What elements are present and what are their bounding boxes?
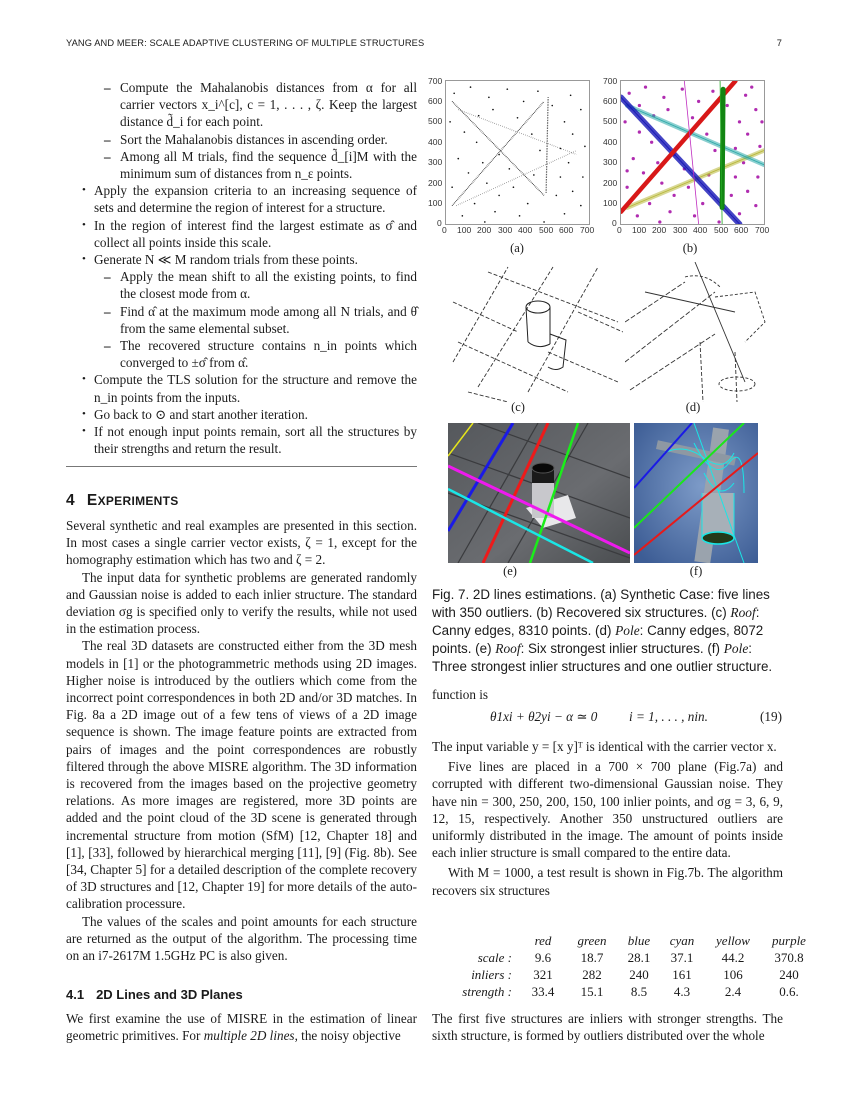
algorithm-steps xyxy=(66,79,417,457)
x-tick: 300 xyxy=(498,225,513,235)
equation-19 xyxy=(432,709,784,727)
caption-italic: Roof xyxy=(495,641,521,656)
y-tick: 100 xyxy=(428,198,443,208)
page-number: 7 xyxy=(776,38,782,48)
pole-structures-image xyxy=(634,423,758,563)
row-label: inliers : xyxy=(471,966,512,982)
section-heading xyxy=(66,492,179,510)
section-title-rest: XPERIMENTS xyxy=(97,494,179,508)
row-label: strength : xyxy=(462,983,512,999)
list-item: – Sort the Mahalanobis distances in ascending order. xyxy=(120,131,417,148)
list-item: • If not enough input points remain, sort all the structures by their strengths and return the result. xyxy=(94,423,417,457)
cell: 37.1 xyxy=(670,949,694,965)
list-item: – The recovered structure contains n_in points which converged to ±σ̂ from α̂. xyxy=(120,337,417,371)
roof-canny-edges-image xyxy=(448,262,623,402)
figure-panel-e xyxy=(448,423,633,583)
right-closing-text xyxy=(432,1010,783,1044)
equation-lhs: θ1xi + θ2yi − α ≃ 0 xyxy=(490,709,598,724)
section-title-initial: E xyxy=(86,492,98,509)
column-header: red xyxy=(534,932,552,948)
cell: 240 xyxy=(779,966,799,982)
x-tick: 600 xyxy=(559,225,574,235)
y-tick: 400 xyxy=(428,137,443,147)
list-item: – Among all M trials, find the sequence d̃_[i]M with the minimum sum of distances from n_ε points. xyxy=(120,148,417,182)
list-item: – Compute the Mahalanobis distances from α for all carrier vectors x_i^[c], c = 1, . . . , ζ. Keep the largest distance d̃_i for each point. xyxy=(120,79,417,131)
column-header: green xyxy=(577,932,607,948)
y-tick: 0 xyxy=(612,218,617,228)
x-tick: 200 xyxy=(652,225,667,235)
list-item: – Find α̂ at the maximum mode among all N trials, and θ̂ from the same elemental subset. xyxy=(120,303,417,337)
list-item: • In the region of interest find the largest estimate as σ̂ and collect all points inside this scale. xyxy=(94,217,417,251)
cell: 321 xyxy=(533,966,553,982)
subsection-title: 2D Lines and 3D Planes xyxy=(96,987,243,1002)
cell: 15.1 xyxy=(580,983,604,999)
y-tick: 200 xyxy=(603,178,618,188)
text-run: , the noisy objective xyxy=(294,1028,401,1044)
cell: 9.6 xyxy=(534,949,552,965)
x-tick: 400 xyxy=(693,225,708,235)
x-tick: 100 xyxy=(632,225,647,235)
y-tick: 300 xyxy=(603,157,618,167)
subfigure-label-c: (c) xyxy=(511,400,525,414)
x-tick: 100 xyxy=(457,225,472,235)
x-tick: 700 xyxy=(755,225,770,235)
cell: 4.3 xyxy=(673,983,691,999)
list-item: • Compute the TLS solution for the structure and remove the n_in points from the inputs. xyxy=(94,371,417,405)
paragraph: The real 3D datasets are constructed either from the 3D mesh models in [1] or the photogrammetric methods using 2D images. Higher noise is introduced by the outliers which come from the incorrect point correspondences in both 2D and/or 3D matches. In Fig. 8a a 2D image out of a few tens of views of a 2D image sequence is shown. The image feature points are extracted from pairs of images and the point correspondences are robustly filtered through the above MISRE algorithm. The 3D information is recovered from the images based on the projective geometry relations. As more images are registered, more 3D points are added and the point cloud of the 3D scene is generated through incremental structure from motion (SfM) [12, Chapter 18] and [1], [33], followed by hierarchical merging [11], [9] (Fig. 8b). See [34, Chapter 5] for a detailed description of the complete recovery of 3D structures and [12, Chapter 19] for more details of the auto-calibration processure. xyxy=(66,638,417,912)
x-tick: 700 xyxy=(580,225,595,235)
y-tick: 100 xyxy=(603,198,618,208)
paragraph: With M = 1000, a test result is shown in Fig.7b. The algorithm recovers six structures xyxy=(432,865,783,898)
x-tick: 300 xyxy=(673,225,688,235)
cell: 44.2 xyxy=(721,949,745,965)
caption-italic: Roof xyxy=(730,605,756,620)
figure-caption xyxy=(432,586,784,676)
caption-text: : Canny edges, 8072 points. (e) xyxy=(432,623,764,656)
caption-text: : Canny edges, 8310 points. (d) xyxy=(432,605,760,638)
table-header-row xyxy=(438,932,816,949)
scatter-a-canvas xyxy=(446,81,589,224)
dash-list-1 xyxy=(66,79,417,182)
paragraph: function is xyxy=(432,687,489,702)
running-title: YANG AND MEER: SCALE ADAPTIVE CLUSTERING OF MULTIPLE STRUCTURES xyxy=(66,38,425,48)
cell: 240 xyxy=(629,966,649,982)
subsection-heading xyxy=(66,987,243,1002)
column-header: purple xyxy=(772,932,806,948)
cell: 161 xyxy=(672,966,692,982)
algorithm-end-rule xyxy=(66,466,417,467)
y-tick: 0 xyxy=(437,218,442,228)
cell: 28.1 xyxy=(627,949,651,965)
cell: 106 xyxy=(723,966,743,982)
caption-text: : Three strongest inlier structures and one outlier structure. xyxy=(432,641,773,674)
figure-panel-d xyxy=(625,262,785,422)
roof-structures-image xyxy=(448,423,630,563)
x-tick: 500 xyxy=(714,225,729,235)
x-tick: 500 xyxy=(539,225,554,235)
caption-italic: Pole xyxy=(615,623,640,638)
paragraph: Five lines are placed in a 700 × 700 plane (Fig.7a) and corrupted with different two-dimensional Gaussian noise. They have nin = 300, 250, 200, 150, 100 inlier points, and σg = 3, 6, 9, 12, 15, respectively. Another 350 unstructured outliers are uniformly distributed in the image. The amount of points inside each inlier structure is small compared to the entire data. xyxy=(432,759,783,861)
equation-rhs: i = 1, . . . , nin. xyxy=(629,709,708,724)
text-run: We first examine the use of MISRE in the estimation of linear geometric primitives. For xyxy=(66,1011,417,1044)
table-row xyxy=(438,983,816,1000)
y-tick: 700 xyxy=(603,76,618,86)
figure-panel-f xyxy=(634,423,784,583)
scatter-b-canvas xyxy=(621,81,764,224)
caption-text: Fig. 7. 2D lines estimations. (a) Synthetic Case: five lines with 350 outliers. (b) Recovered six structures. (c) xyxy=(432,587,770,620)
subfigure-label-d: (d) xyxy=(685,400,701,414)
y-tick: 700 xyxy=(428,76,443,86)
bullet-list-1 xyxy=(66,182,417,268)
cell: 33.4 xyxy=(531,983,555,999)
x-tick: 0 xyxy=(442,225,447,235)
y-tick: 500 xyxy=(428,116,443,126)
caption-text: : Six strongest inlier structures. (f) xyxy=(520,641,724,656)
y-tick: 400 xyxy=(603,137,618,147)
subfigure-label-b: (b) xyxy=(682,241,698,255)
scatter-plot-a xyxy=(445,80,590,225)
bullet-list-2 xyxy=(66,371,417,457)
y-tick: 200 xyxy=(428,178,443,188)
y-tick: 300 xyxy=(428,157,443,167)
cell: 0.6. xyxy=(779,983,799,999)
paragraph: The input data for synthetic problems are generated randomly and Gaussian noise is added to each inlier structure. The standard deviation σg is specified only to verify the results, while not used in the estimation process. xyxy=(66,569,417,637)
cell: 18.7 xyxy=(580,949,604,965)
cell: 2.4 xyxy=(724,983,742,999)
subsection-body xyxy=(66,1010,417,1044)
scatter-plot-b xyxy=(620,80,765,225)
section-body xyxy=(66,517,417,964)
paragraph: The input variable y = [x y]ᵀ is identical with the carrier vector x. xyxy=(432,739,777,754)
x-tick: 200 xyxy=(477,225,492,235)
running-header xyxy=(66,38,782,52)
figure-panel-a xyxy=(425,75,605,255)
section-number: 4 xyxy=(66,492,75,509)
column-header: yellow xyxy=(716,932,750,948)
figure-panel-c xyxy=(448,262,623,422)
cell: 282 xyxy=(582,966,602,982)
paragraph: The first five structures are inliers with stronger strengths. The sixth structure, is formed by outliers distributed over the whole xyxy=(432,1011,783,1044)
list-item: • Go back to ⊙ and start another iteration. xyxy=(94,406,417,423)
list-item: – Apply the mean shift to all the existing points, to find the closest mode from α. xyxy=(120,268,417,302)
list-item: • Generate N ≪ M random trials from these points. xyxy=(94,251,417,268)
cell: 370.8 xyxy=(774,949,804,965)
paragraph: The values of the scales and point amounts for each structure are returned as the output of the algorithm. The processing time on an i7-2617M 1.5GHz PC is also given. xyxy=(66,913,417,964)
equation-number: (19) xyxy=(760,709,782,724)
paragraph xyxy=(66,1010,417,1044)
x-tick: 0 xyxy=(617,225,622,235)
emphasis: multiple 2D lines xyxy=(203,1028,295,1044)
table-row xyxy=(438,966,816,983)
column-header: blue xyxy=(627,932,651,948)
right-body xyxy=(432,738,783,899)
x-tick: 400 xyxy=(518,225,533,235)
figure-panel-b xyxy=(600,75,790,255)
subfigure-label-e: (e) xyxy=(503,564,517,578)
table-row xyxy=(438,949,816,966)
cell: 8.5 xyxy=(630,983,648,999)
y-tick: 600 xyxy=(603,96,618,106)
pole-canny-edges-image xyxy=(625,262,785,402)
y-tick: 600 xyxy=(428,96,443,106)
subsection-number: 4.1 xyxy=(66,987,85,1002)
list-item: • Apply the expansion criteria to an increasing sequence of sets and determine the region of interest for a structure. xyxy=(94,182,417,216)
subfigure-label-a: (a) xyxy=(510,241,524,255)
row-label: scale : xyxy=(477,949,512,965)
dash-list-2 xyxy=(66,268,417,371)
x-tick: 600 xyxy=(734,225,749,235)
paragraph: Several synthetic and real examples are presented in this section. In most cases a single carrier vector exists, ζ = 1, except for the homography estimation which has two and ζ = 2. xyxy=(66,518,417,568)
subfigure-label-f: (f) xyxy=(689,564,703,578)
column-header: cyan xyxy=(669,932,695,948)
y-tick: 500 xyxy=(603,116,618,126)
function-is-text xyxy=(432,686,783,703)
caption-italic: Pole xyxy=(723,641,749,656)
results-table xyxy=(438,932,816,1000)
